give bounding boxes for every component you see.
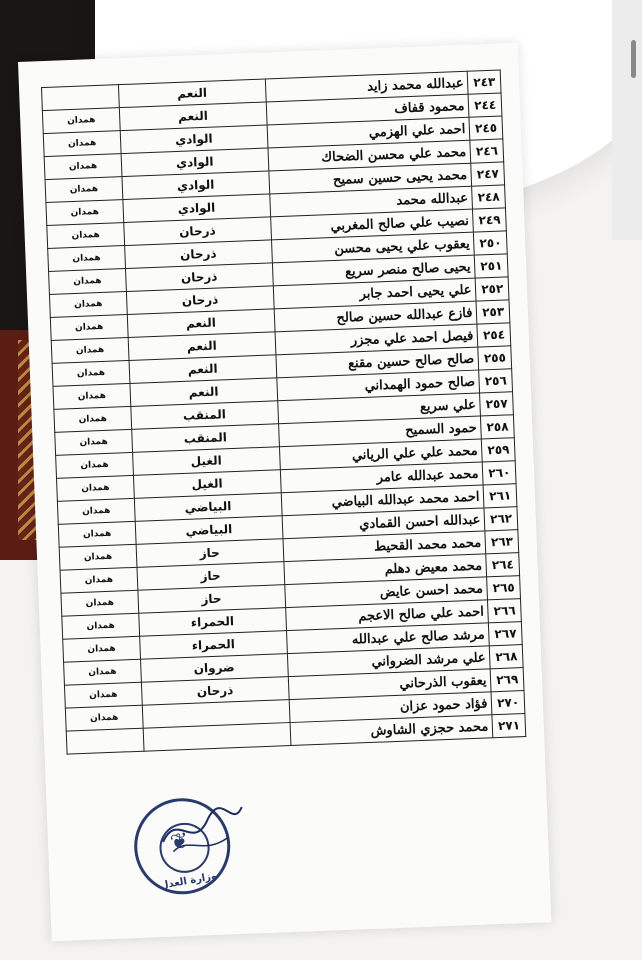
row-number: ٢٦٣ (485, 530, 518, 554)
row-number: ٢٥٧ (480, 392, 513, 416)
row-name: محمد علي علي الرياني (279, 439, 483, 470)
row-governorate (42, 85, 120, 111)
row-number: ٢٤٨ (472, 185, 505, 209)
row-name: احمد محمد عبدالله البياضي (281, 485, 485, 516)
row-number: ٢٤٩ (473, 208, 506, 232)
row-governorate: همدان (50, 314, 128, 340)
eagle-emblem-icon: ❦ (168, 828, 191, 857)
row-name: علي سريع (277, 393, 481, 424)
row-governorate: همدان (59, 544, 137, 570)
row-area: ذرحان (141, 677, 288, 706)
row-governorate: همدان (57, 498, 135, 524)
signature-mark (157, 799, 249, 862)
row-name: محمد معيض دهلم (283, 554, 487, 585)
row-area: الحمراء (140, 631, 287, 660)
row-governorate: همدان (52, 360, 130, 386)
row-area: الوادي (123, 194, 270, 223)
row-number: ٢٥٩ (482, 438, 515, 462)
row-name: محمد احسن عايض (284, 577, 488, 608)
row-name: يعقوب الذرحاني (288, 669, 492, 700)
row-number: ٢٥٣ (476, 300, 509, 324)
row-area: ذرحان (125, 240, 272, 269)
row-area: الغيل (133, 470, 280, 499)
row-area: المنقب (132, 424, 279, 453)
row-area: البياضي (135, 516, 282, 545)
row-name: عبدالله احسن القمادي (282, 508, 486, 539)
row-number: ٢٤٧ (471, 162, 504, 186)
row-name: محمد علي محسن الضحاك (268, 140, 472, 171)
row-governorate: همدان (55, 429, 133, 455)
row-name: محمد محمد القحيط (283, 531, 487, 562)
row-name: حمود السميح (278, 416, 482, 447)
row-number: ٢٤٣ (468, 70, 501, 94)
background-edge (612, 0, 642, 240)
row-area: الغيل (133, 447, 280, 476)
row-governorate: همدان (45, 177, 123, 203)
row-governorate (66, 728, 144, 754)
row-number: ٢٧٠ (491, 691, 524, 715)
row-governorate: همدان (43, 131, 121, 157)
row-governorate: همدان (57, 475, 135, 501)
row-number: ٢٥٦ (479, 369, 512, 393)
row-number: ٢٥٥ (478, 346, 511, 370)
row-number: ٢٤٥ (469, 116, 502, 140)
row-governorate: همدان (60, 567, 138, 593)
row-number: ٢٦٩ (491, 668, 524, 692)
row-name: فيصل احمد علي مجزر (275, 324, 479, 355)
row-number: ٢٦٢ (484, 507, 517, 531)
row-area: الوادي (122, 171, 269, 200)
row-area: الوادي (120, 125, 267, 154)
row-number: ٢٥١ (475, 254, 508, 278)
row-number: ٢٧١ (492, 714, 525, 738)
row-area: الحمراء (139, 608, 286, 637)
row-governorate: همدان (49, 269, 127, 295)
row-number: ٢٤٤ (468, 93, 501, 117)
row-name: عبدالله محمد زايد (265, 71, 469, 102)
row-governorate: همدان (48, 246, 126, 272)
row-governorate: همدان (63, 636, 141, 662)
row-number: ٢٥٤ (477, 323, 510, 347)
row-name: يحيى صالح منصر سريع (272, 255, 476, 286)
row-number: ٢٤٦ (470, 139, 503, 163)
row-number: ٢٦٦ (488, 599, 521, 623)
row-name: فازع عبدالله حسين صالح (274, 301, 478, 332)
row-area: النعم (129, 355, 276, 384)
row-area: ذرحان (125, 263, 272, 292)
row-area: البياضي (134, 493, 281, 522)
row-name: محمد عبدالله عامر (280, 462, 484, 493)
row-number: ٢٥٠ (474, 231, 507, 255)
row-number: ٢٦٥ (487, 576, 520, 600)
row-governorate: همدان (62, 613, 140, 639)
row-number: ٢٥٢ (476, 277, 509, 301)
row-name: يعقوب علي يحيى محسن (271, 232, 475, 263)
row-area: النعم (119, 102, 266, 131)
row-area: النعم (118, 79, 265, 108)
row-area: حاز (138, 585, 285, 614)
row-area: حاز (136, 539, 283, 568)
row-name: صالح حمود الهمداني (276, 370, 480, 401)
row-name: محمد يحيى حسين سميح (268, 163, 472, 194)
row-area: النعم (130, 378, 277, 407)
row-name: فؤاد حمود عزان (289, 692, 493, 723)
row-governorate: همدان (61, 590, 139, 616)
row-area: ذرحان (126, 286, 273, 315)
row-number: ٢٦١ (484, 484, 517, 508)
row-name: علي مرشد الضرواني (287, 646, 491, 677)
row-area: الوادي (121, 148, 268, 177)
row-name: احمد علي صالح الاعجم (285, 600, 489, 631)
row-area: حاز (137, 562, 284, 591)
row-area: المنقب (131, 401, 278, 430)
row-name: علي يحيى احمد جابر (273, 278, 477, 309)
row-governorate: همدان (47, 223, 125, 249)
scroll-indicator (631, 40, 636, 78)
row-name: محمد حجزي الشاوش (290, 715, 494, 746)
row-governorate: همدان (64, 659, 142, 685)
row-governorate: همدان (53, 383, 131, 409)
row-number: ٢٦٧ (489, 622, 522, 646)
row-governorate: همدان (44, 154, 122, 180)
row-name: صالح صالح حسين مقنع (276, 347, 480, 378)
row-governorate: همدان (64, 682, 142, 708)
row-number: ٢٦٠ (483, 461, 516, 485)
row-governorate: همدان (54, 406, 132, 432)
stamp-text: وزارة العدل (159, 870, 218, 892)
row-area: النعم (127, 309, 274, 338)
row-number: ٢٥٨ (481, 415, 514, 439)
row-governorate: همدان (65, 705, 143, 731)
row-name: محمود قفاف (266, 94, 470, 125)
row-number: ٢٦٨ (490, 645, 523, 669)
names-table (41, 69, 526, 754)
row-name: احمد علي الهزمي (267, 117, 471, 148)
row-governorate: همدان (49, 292, 127, 318)
row-governorate: همدان (58, 521, 136, 547)
row-name: نصيب علي صالح المغربي (270, 209, 474, 240)
row-area (143, 723, 290, 752)
row-name: مرشد صالح علي عبدالله (286, 623, 490, 654)
row-governorate: همدان (51, 337, 129, 363)
row-governorate: همدان (56, 452, 134, 478)
row-area: النعم (128, 332, 275, 361)
row-area: ضروان (140, 654, 287, 683)
row-governorate: همدان (46, 200, 124, 226)
row-number: ٢٦٤ (486, 553, 519, 577)
document-page (18, 43, 551, 942)
row-area: ذرحان (124, 217, 271, 246)
row-governorate: همدان (42, 108, 120, 134)
row-name: عبدالله محمد (269, 186, 473, 217)
